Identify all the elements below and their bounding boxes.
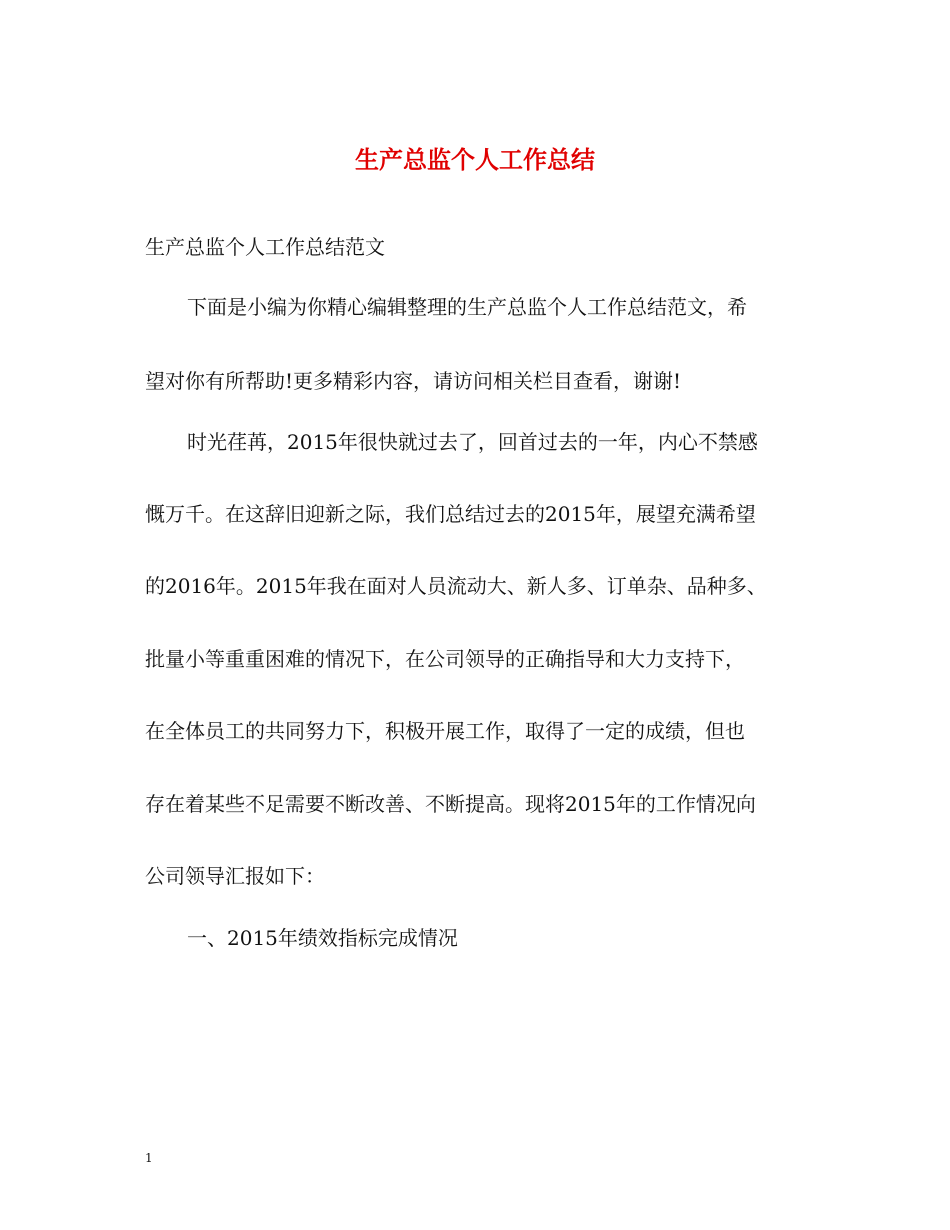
document-subtitle: 生产总监个人工作总结范文 <box>145 235 385 259</box>
paragraph-1-line-1: 下面是小编为你精心编辑整理的生产总监个人工作总结范文，希 <box>187 295 747 319</box>
paragraph-2-line-2: 慨万千。在这辞旧迎新之际，我们总结过去的2015年，展望充满希望 <box>145 502 756 526</box>
paragraph-2-line-1: 时光荏苒，2015年很快就过去了，回首过去的一年，内心不禁感 <box>187 430 758 454</box>
paragraph-2-line-6: 存在着某些不足需要不断改善、不断提高。现将2015年的工作情况向 <box>145 792 756 816</box>
section-heading: 一、2015年绩效指标完成情况 <box>187 926 458 950</box>
paragraph-2-line-4: 批量小等重重困难的情况下，在公司领导的正确指导和大力支持下， <box>145 647 745 671</box>
paragraph-2-line-3: 的2016年。2015年我在面对人员流动大、新人多、订单杂、品种多、 <box>145 574 767 598</box>
paragraph-2-line-7: 公司领导汇报如下： <box>145 864 325 888</box>
paragraph-1-line-2: 望对你有所帮助!更多精彩内容，请访问相关栏目查看，谢谢! <box>145 369 682 393</box>
document-title: 生产总监个人工作总结 <box>355 145 595 174</box>
page-number: 1 <box>145 1151 153 1165</box>
paragraph-2-line-5: 在全体员工的共同努力下，积极开展工作，取得了一定的成绩，但也 <box>145 719 745 743</box>
